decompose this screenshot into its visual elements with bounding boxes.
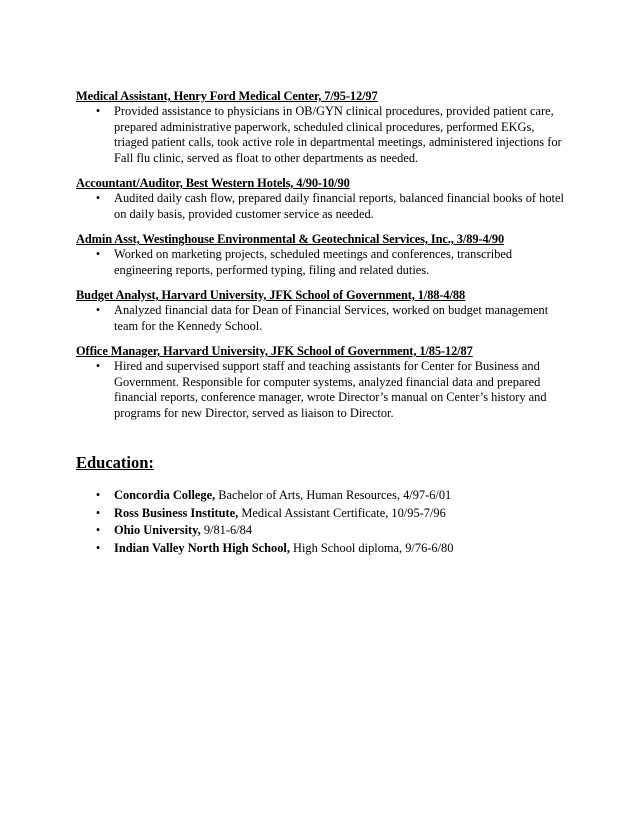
education-item	[76, 487, 566, 505]
job-office-manager	[76, 343, 566, 421]
bullet-icon: •	[95, 303, 101, 317]
bullet-icon: •	[95, 488, 101, 502]
job-bullet	[76, 247, 566, 278]
job-bullets	[76, 191, 566, 222]
school-name: Concordia College,	[114, 488, 216, 502]
school-name: Ohio University,	[114, 523, 201, 537]
education-detail: 9/81-6/84	[200, 523, 253, 537]
education-detail: High School diploma, 9/76-6/80	[289, 540, 454, 555]
bullet-icon: •	[95, 523, 101, 537]
bullet-icon: •	[95, 247, 101, 261]
job-bullet-text: Worked on marketing projects, scheduled meetings and conferences, transcribed engineering reports, performed typing, filing and related duties.	[114, 247, 513, 277]
education-item	[76, 522, 566, 540]
job-title: Budget Analyst, Harvard University, JFK School of Government, 1/88-4/88	[76, 288, 466, 302]
education-detail: Medical Assistant Certificate, 10/95-7/96	[238, 505, 446, 520]
job-bullets	[76, 247, 566, 278]
bullet-icon: •	[95, 191, 101, 205]
job-budget-analyst	[76, 287, 566, 334]
job-medical-assistant	[76, 88, 566, 166]
bullet-icon: •	[95, 505, 101, 520]
job-accountant-auditor	[76, 175, 566, 222]
job-bullet	[76, 359, 566, 421]
job-bullets	[76, 303, 566, 334]
job-bullets	[76, 104, 566, 166]
job-title: Admin Asst, Westinghouse Environmental & Geotechnical Services, Inc., 3/89-4/90	[76, 232, 505, 246]
job-admin-asst	[76, 231, 566, 278]
job-title: Accountant/Auditor, Best Western Hotels, 4/90-10/90	[76, 176, 350, 190]
job-bullet-text: Analyzed financial data for Dean of Financial Services, worked on budget management team for the Kennedy School.	[114, 303, 549, 333]
resume-content	[76, 88, 566, 557]
education-item	[76, 505, 566, 523]
bullet-icon: •	[95, 104, 101, 118]
education-list	[76, 487, 566, 557]
education-detail: Bachelor of Arts, Human Resources, 4/97-6/01	[215, 488, 452, 502]
job-bullet-text: Provided assistance to physicians in OB/GYN clinical procedures, provided patient care, prepared administrative paperwork, scheduled clinical procedures, performed EKGs, triaged patient calls, took active role in departmental meetings, administered injections for Fall flu clinic, served as float to other departments as needed.	[114, 104, 562, 165]
job-bullet-text: Hired and supervised support staff and teaching assistants for Center for Business and Government. Responsible for computer systems, analyzed financial data and prepared financial reports, conference manager, wrote Director’s manual on Center’s history and programs for new Director, served as liaison to Director.	[114, 359, 547, 420]
school-name: Ross Business Institute,	[114, 505, 239, 520]
bullet-icon: •	[95, 359, 101, 373]
education-item	[76, 540, 566, 558]
job-bullets	[76, 359, 566, 421]
job-bullet	[76, 104, 566, 166]
job-bullet	[76, 191, 566, 222]
school-name: Indian Valley North High School,	[114, 540, 290, 555]
job-bullet	[76, 303, 566, 334]
job-title: Medical Assistant, Henry Ford Medical Center, 7/95-12/97	[76, 89, 378, 103]
education-heading: Education:	[76, 453, 154, 472]
job-bullet-text: Audited daily cash flow, prepared daily financial reports, balanced financial books of hotel on daily basis, provided customer service as needed.	[114, 191, 564, 221]
bullet-icon: •	[95, 540, 101, 555]
job-title: Office Manager, Harvard University, JFK School of Government, 1/85-12/87	[76, 344, 473, 358]
